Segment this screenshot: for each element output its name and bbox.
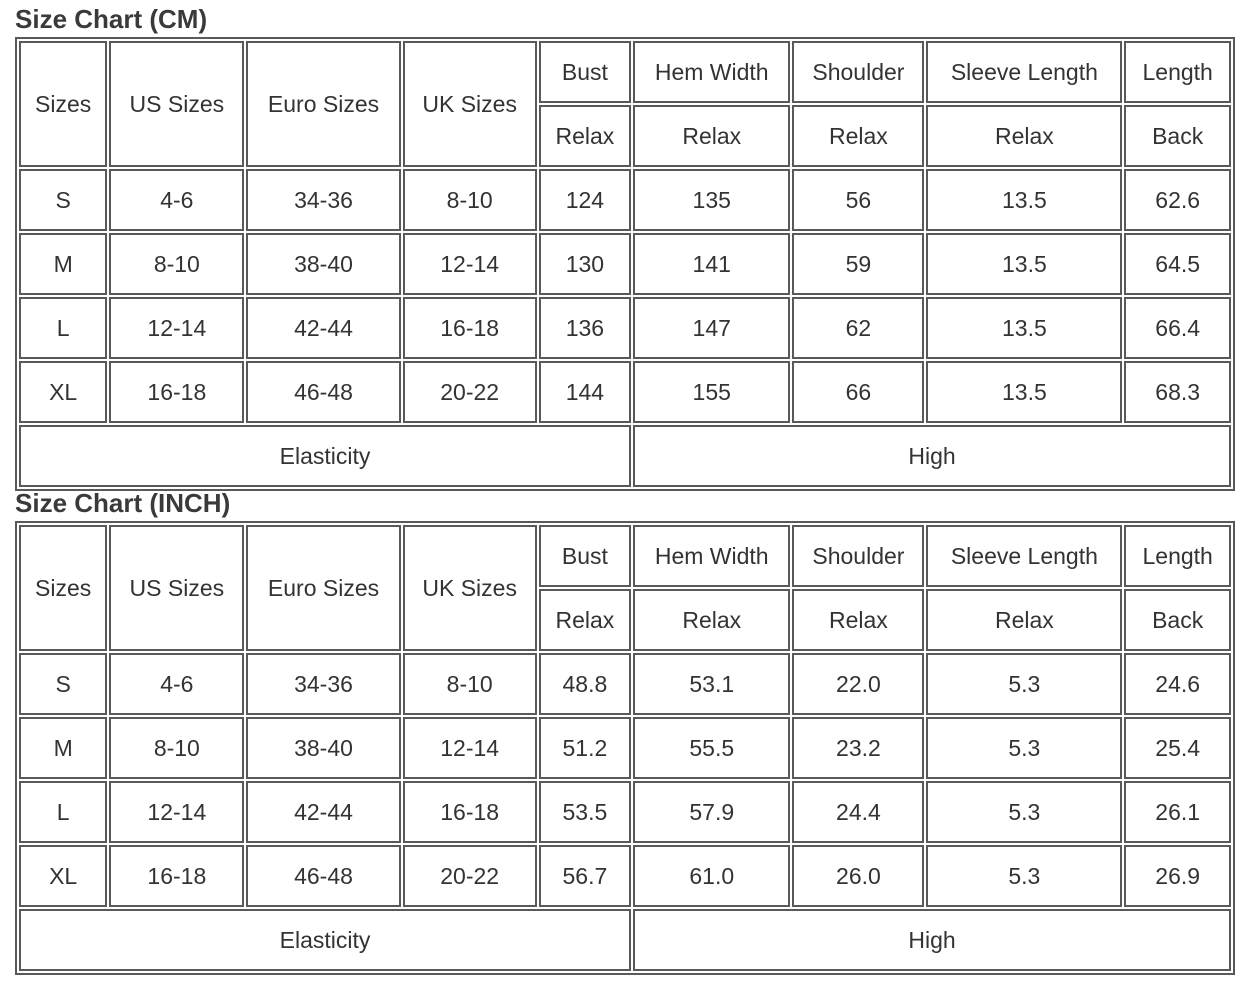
- table-row: [19, 781, 1231, 843]
- cell-sleeve-length: 5.3: [926, 781, 1122, 843]
- cell-us-size: 4-6: [109, 169, 244, 231]
- cell-length: 25.4: [1124, 717, 1231, 779]
- cell-bust: 130: [539, 233, 631, 295]
- header-length: Length: [1124, 525, 1231, 587]
- cell-bust: 48.8: [539, 653, 631, 715]
- cell-sleeve-length: 13.5: [926, 297, 1122, 359]
- subheader-hem-width: Relax: [633, 105, 790, 167]
- cell-shoulder: 62: [792, 297, 924, 359]
- cell-us-size: 16-18: [109, 361, 244, 423]
- cell-bust: 136: [539, 297, 631, 359]
- table-row: [19, 233, 1231, 295]
- cell-shoulder: 26.0: [792, 845, 924, 907]
- subheader-shoulder: Relax: [792, 105, 924, 167]
- cell-hem-width: 57.9: [633, 781, 790, 843]
- cell-bust: 144: [539, 361, 631, 423]
- header-shoulder: Shoulder: [792, 525, 924, 587]
- cell-hem-width: 55.5: [633, 717, 790, 779]
- cell-us-size: 4-6: [109, 653, 244, 715]
- cell-hem-width: 147: [633, 297, 790, 359]
- size-chart-inch-table: [15, 521, 1235, 975]
- cell-uk-size: 8-10: [403, 169, 537, 231]
- cell-sleeve-length: 5.3: [926, 717, 1122, 779]
- cell-shoulder: 23.2: [792, 717, 924, 779]
- cell-size: S: [19, 653, 107, 715]
- table-row: [19, 297, 1231, 359]
- header-sizes: Sizes: [19, 525, 107, 651]
- cell-us-size: 12-14: [109, 297, 244, 359]
- cell-length: 26.1: [1124, 781, 1231, 843]
- elasticity-label: Elasticity: [19, 425, 631, 487]
- cell-size: L: [19, 297, 107, 359]
- cell-uk-size: 16-18: [403, 781, 537, 843]
- header-uk-sizes: UK Sizes: [403, 525, 537, 651]
- header-sleeve-length: Sleeve Length: [926, 525, 1122, 587]
- size-chart-cm-table: [15, 37, 1235, 491]
- cell-euro-size: 46-48: [246, 845, 400, 907]
- cell-length: 66.4: [1124, 297, 1231, 359]
- cell-us-size: 12-14: [109, 781, 244, 843]
- table-row: [19, 361, 1231, 423]
- subheader-bust: Relax: [539, 105, 631, 167]
- cell-us-size: 8-10: [109, 233, 244, 295]
- table-row: [19, 717, 1231, 779]
- cell-shoulder: 66: [792, 361, 924, 423]
- table-row: [19, 653, 1231, 715]
- size-chart-inch-title: Size Chart (INCH): [15, 488, 231, 518]
- cell-hem-width: 141: [633, 233, 790, 295]
- subheader-sleeve-length: Relax: [926, 105, 1122, 167]
- cell-shoulder: 22.0: [792, 653, 924, 715]
- cell-size: M: [19, 717, 107, 779]
- header-sizes: Sizes: [19, 41, 107, 167]
- subheader-bust: Relax: [539, 589, 631, 651]
- cell-size: XL: [19, 845, 107, 907]
- cell-euro-size: 42-44: [246, 297, 400, 359]
- table-row: [19, 845, 1231, 907]
- elasticity-value: High: [633, 425, 1231, 487]
- subheader-length: Back: [1124, 589, 1231, 651]
- cell-length: 64.5: [1124, 233, 1231, 295]
- cell-hem-width: 61.0: [633, 845, 790, 907]
- cell-sleeve-length: 5.3: [926, 653, 1122, 715]
- cell-shoulder: 24.4: [792, 781, 924, 843]
- cell-euro-size: 46-48: [246, 361, 400, 423]
- cell-sleeve-length: 13.5: [926, 169, 1122, 231]
- cell-bust: 56.7: [539, 845, 631, 907]
- header-length: Length: [1124, 41, 1231, 103]
- cell-size: XL: [19, 361, 107, 423]
- cell-size: L: [19, 781, 107, 843]
- header-hem-width: Hem Width: [633, 525, 790, 587]
- cell-uk-size: 16-18: [403, 297, 537, 359]
- header-bust: Bust: [539, 41, 631, 103]
- cell-shoulder: 56: [792, 169, 924, 231]
- elasticity-row: [19, 425, 1231, 487]
- elasticity-label: Elasticity: [19, 909, 631, 971]
- cell-size: S: [19, 169, 107, 231]
- header-bust: Bust: [539, 525, 631, 587]
- cell-sleeve-length: 13.5: [926, 361, 1122, 423]
- cell-length: 26.9: [1124, 845, 1231, 907]
- subheader-sleeve-length: Relax: [926, 589, 1122, 651]
- subheader-shoulder: Relax: [792, 589, 924, 651]
- cell-uk-size: 12-14: [403, 717, 537, 779]
- cell-euro-size: 34-36: [246, 653, 400, 715]
- subheader-length: Back: [1124, 105, 1231, 167]
- cell-uk-size: 20-22: [403, 845, 537, 907]
- cell-length: 68.3: [1124, 361, 1231, 423]
- cell-sleeve-length: 13.5: [926, 233, 1122, 295]
- cell-uk-size: 12-14: [403, 233, 537, 295]
- table-row: [19, 169, 1231, 231]
- cell-sleeve-length: 5.3: [926, 845, 1122, 907]
- cell-euro-size: 34-36: [246, 169, 400, 231]
- header-euro-sizes: Euro Sizes: [246, 41, 400, 167]
- cell-hem-width: 155: [633, 361, 790, 423]
- cell-bust: 124: [539, 169, 631, 231]
- header-uk-sizes: UK Sizes: [403, 41, 537, 167]
- cell-hem-width: 135: [633, 169, 790, 231]
- subheader-hem-width: Relax: [633, 589, 790, 651]
- cell-bust: 51.2: [539, 717, 631, 779]
- cell-euro-size: 38-40: [246, 233, 400, 295]
- cell-size: M: [19, 233, 107, 295]
- cell-hem-width: 53.1: [633, 653, 790, 715]
- cell-bust: 53.5: [539, 781, 631, 843]
- elasticity-value: High: [633, 909, 1231, 971]
- header-row: [19, 525, 1231, 587]
- cell-length: 62.6: [1124, 169, 1231, 231]
- header-us-sizes: US Sizes: [109, 41, 244, 167]
- size-chart-cm-title: Size Chart (CM): [15, 4, 208, 34]
- cell-euro-size: 42-44: [246, 781, 400, 843]
- header-euro-sizes: Euro Sizes: [246, 525, 400, 651]
- cell-length: 24.6: [1124, 653, 1231, 715]
- header-hem-width: Hem Width: [633, 41, 790, 103]
- cell-us-size: 8-10: [109, 717, 244, 779]
- header-shoulder: Shoulder: [792, 41, 924, 103]
- header-row: [19, 41, 1231, 103]
- cell-euro-size: 38-40: [246, 717, 400, 779]
- cell-uk-size: 20-22: [403, 361, 537, 423]
- elasticity-row: [19, 909, 1231, 971]
- cell-shoulder: 59: [792, 233, 924, 295]
- cell-uk-size: 8-10: [403, 653, 537, 715]
- header-sleeve-length: Sleeve Length: [926, 41, 1122, 103]
- cell-us-size: 16-18: [109, 845, 244, 907]
- header-us-sizes: US Sizes: [109, 525, 244, 651]
